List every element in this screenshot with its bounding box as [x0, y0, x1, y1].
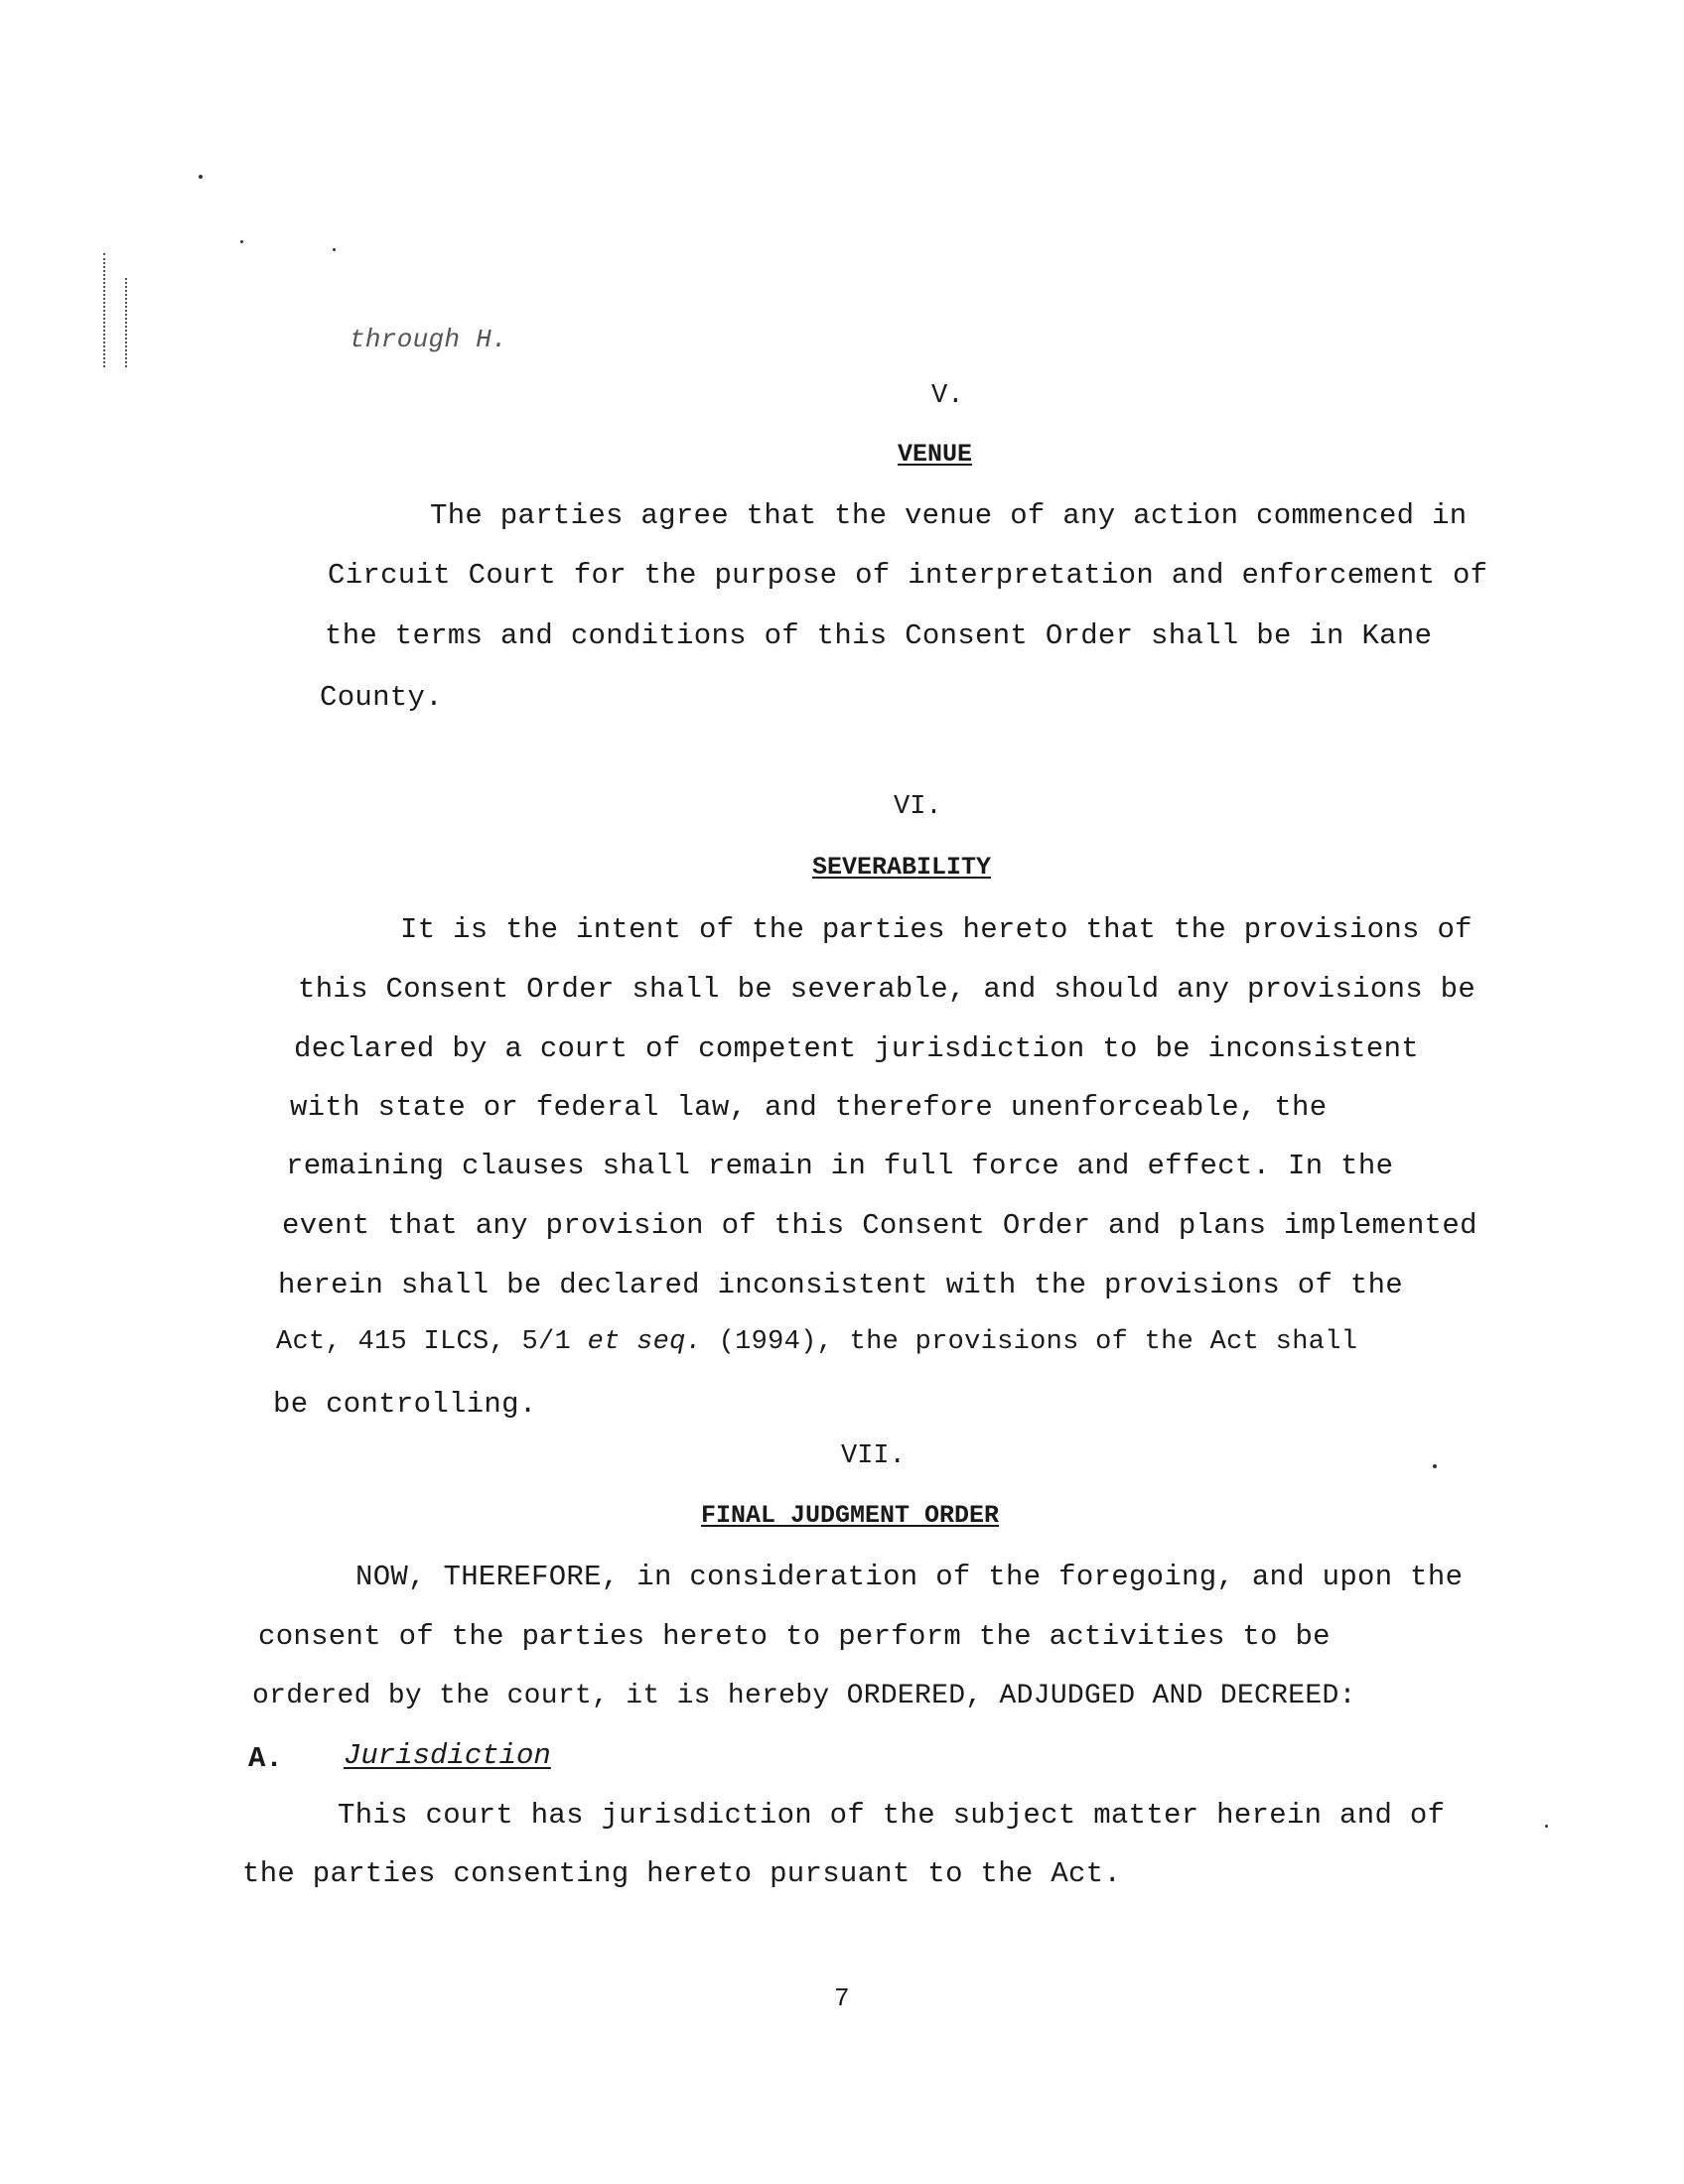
paragraph-line: with state or federal law, and therefore unenforceable, the [290, 1091, 1328, 1124]
paragraph-line: consent of the parties hereto to perform the activities to be [258, 1620, 1331, 1653]
paragraph-line: the parties consenting hereto pursuant to the Act. [242, 1857, 1122, 1890]
citation-text: Act, 415 ILCS, 5/1 [276, 1327, 588, 1357]
section-numeral: V. [931, 381, 964, 411]
binder-mark [125, 278, 127, 367]
paragraph-line: NOW, THEREFORE, in consideration of the foregoing, and upon the [355, 1561, 1464, 1593]
citation-text: (1994), the provisions of the Act shall [702, 1327, 1358, 1357]
paragraph-line: Circuit Court for the purpose of interpretation and enforcement of [328, 559, 1488, 592]
paragraph-line: declared by a court of competent jurisdiction to be inconsistent [294, 1032, 1419, 1065]
subsection-title: Jurisdiction [344, 1739, 551, 1772]
section-heading: VENUE [898, 440, 973, 469]
scan-speck [1433, 1464, 1437, 1468]
paragraph-line: event that any provision of this Consent Order and plans implemented [282, 1209, 1477, 1242]
paragraph-line: the terms and conditions of this Consent Order shall be in Kane [325, 619, 1433, 652]
paragraph-line: remaining clauses shall remain in full force and effect. In the [286, 1150, 1394, 1182]
scan-speck [333, 248, 336, 251]
binder-mark [103, 253, 105, 367]
citation-et-seq: et seq. [587, 1327, 703, 1357]
scan-speck [240, 240, 243, 243]
section-heading: SEVERABILITY [812, 853, 992, 882]
paragraph-line: this Consent Order shall be severable, and should any provisions be [298, 973, 1476, 1006]
section-numeral: VI. [894, 792, 942, 822]
continued-text-fragment: through H. [350, 325, 508, 354]
paragraph-line: herein shall be declared inconsistent with the provisions of the [278, 1269, 1403, 1301]
page-number: 7 [834, 1983, 850, 2013]
section-heading: FINAL JUDGMENT ORDER [701, 1501, 1000, 1530]
paragraph-line: County. [320, 681, 443, 714]
paragraph-line: The parties agree that the venue of any action commenced in [430, 499, 1468, 532]
scan-speck [1545, 1825, 1548, 1828]
paragraph-line: This court has jurisdiction of the subject matter herein and of [338, 1799, 1446, 1832]
paragraph-line: It is the intent of the parties hereto that the provisions of [400, 913, 1473, 946]
paragraph-line: ordered by the court, it is hereby ORDERED, ADJUDGED AND DECREED: [252, 1681, 1356, 1711]
section-numeral: VII. [841, 1441, 906, 1471]
subsection-label: A. [248, 1742, 283, 1775]
paragraph-line-act-citation [276, 1325, 1357, 1359]
scan-speck [199, 175, 203, 179]
paragraph-line: be controlling. [273, 1388, 537, 1421]
